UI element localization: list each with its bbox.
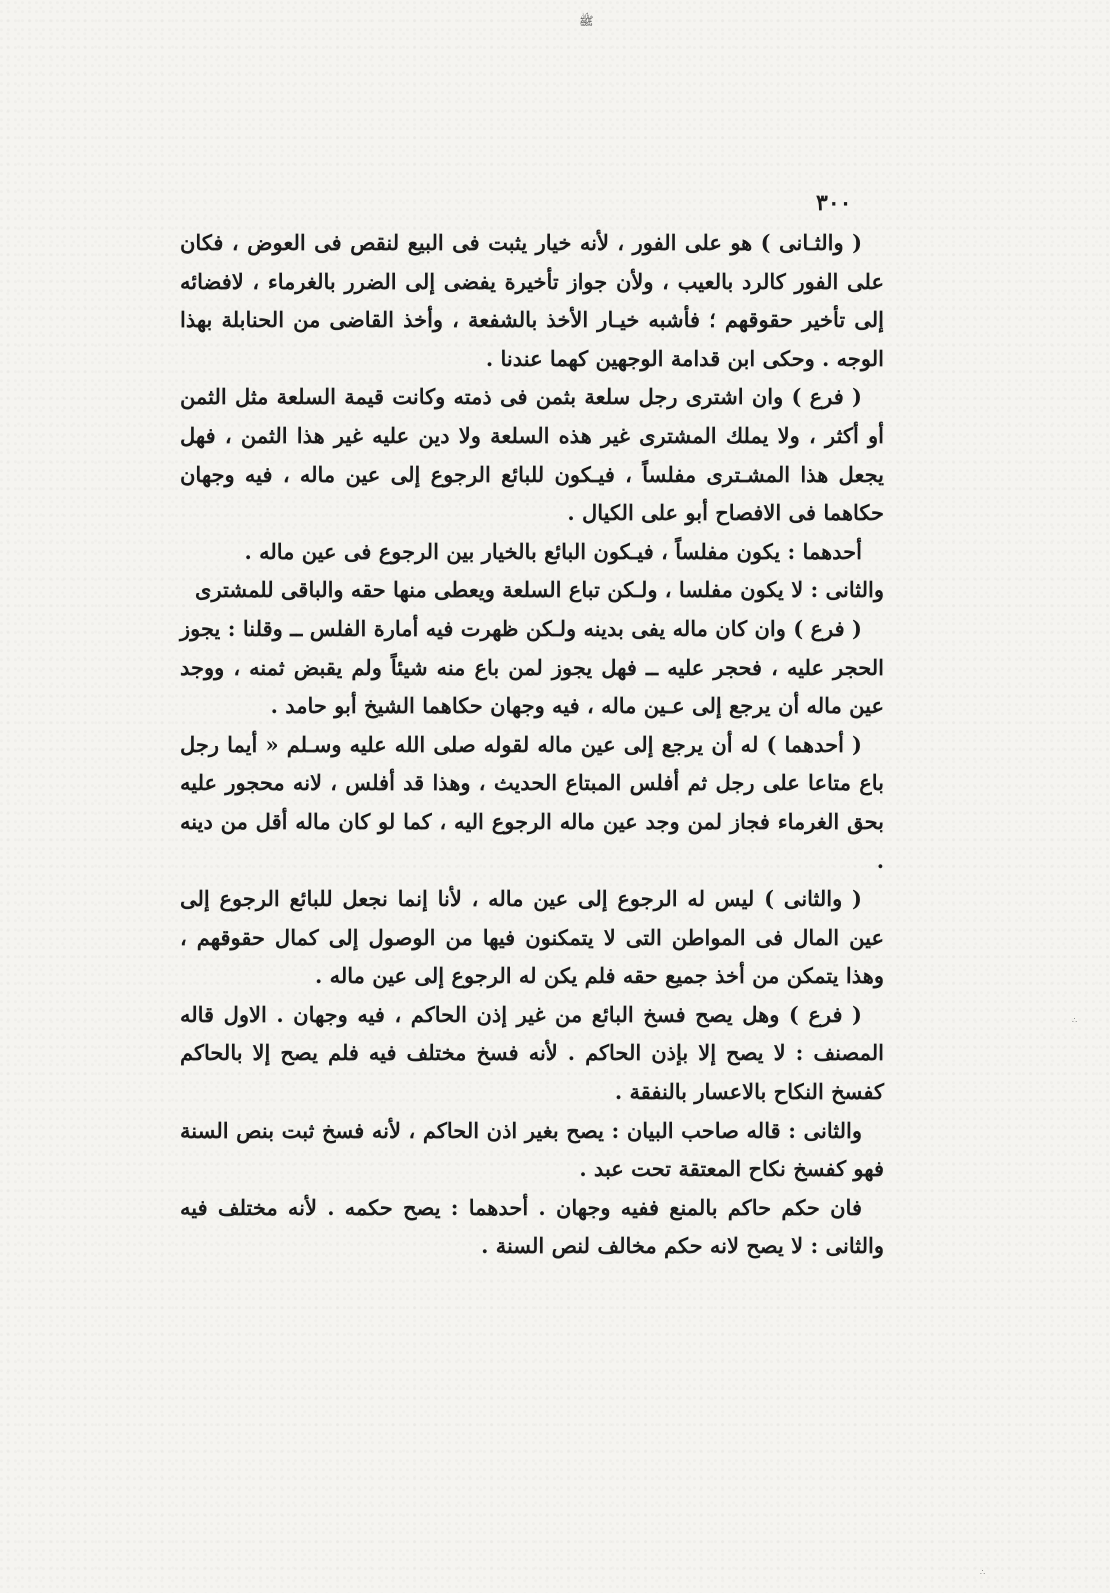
paragraph-8: ( فرع ) وهل يصح فسخ البائع من غير إذن الحاكم ، فيه وجهان . الاول قاله المصنف : لا يصح إلا بإذن الحاكم . لأنه فسخ مختلف فيه فلم يصح إلا بالحاكم كفسخ النكاح بالاعسار بالنفقة . bbox=[180, 1001, 884, 1105]
body-text bbox=[180, 224, 884, 1266]
scan-speck: ∴ bbox=[980, 1568, 986, 1577]
page-number: ٣٠٠ bbox=[816, 190, 852, 216]
paragraph-6: ( أحدهما ) له أن يرجع إلى عين ماله لقوله صلى الله عليه وسـلم « أيما رجل باع متاعا على رجل ثم أفلس المبتاع الحديث ، وهذا قد أفلس ، لانه محجور عليه بحق الغرماء فجاز لمن وجد عين ماله الرجوع اليه ، كما لو كان ماله أقل من دينه . bbox=[180, 731, 884, 873]
paragraph-4: والثانى : لا يكون مفلسا ، ولـكن تباع السلعة ويعطى منها حقه والباقى للمشترى bbox=[195, 577, 884, 603]
paragraph-9: والثانى : قاله صاحب البيان : يصح بغير اذن الحاكم ، لأنه فسخ ثبت بنص السنة فهو كفسخ نكاح المعتقة تحت عبد . bbox=[180, 1117, 884, 1182]
paragraph-5: ( فرع ) وان كان ماله يفى بدينه ولـكن ظهرت فيه أمارة الفلس ــ وقلنا : يجوز الحجر عليه ، فحجر عليه ــ فهل يجوز لمن باع منه شيئاً ولم يقبض ثمنه ، ووجد عين ماله أن يرجع إلى عـين ماله ، فيه وجهان حكاهما الشيخ أبو حامد . bbox=[180, 615, 884, 719]
paragraph-10: فان حكم حاكم بالمنع ففيه وجهان . أحدهما : يصح حكمه . لأنه مختلف فيه والثانى : لا يصح لانه حكم مخالف لنص السنة . bbox=[180, 1194, 884, 1259]
paragraph-1: ( والثـانى ) هو على الفور ، لأنه خيار يثبت فى البيع لنقص فى العوض ، فكان على الفور كالرد بالعيب ، ولأن جواز تأخيرة يفضى إلى الضرر بالغرماء ، لافضائه إلى تأخير حقوقهم ؛ فأشبه خيـار الأخذ بالشفعة ، وأخذ القاضى من الحنابلة بهذا الوجه . وحكى ابن قدامة الوجهين كهما عندنا . bbox=[180, 230, 884, 371]
top-ornament: ﷺ bbox=[579, 14, 594, 28]
paragraph-2: ( فرع ) وان اشترى رجل سلعة بثمن فى ذمته وكانت قيمة السلعة مثل الثمن أو أكثر ، ولا يملك المشترى غير هذه السلعة ولا دين عليه غير هذا الثمن ، فهل يجعل هذا المشـترى مفلساً ، فيـكون للبائع الرجوع إلى عين ماله ، فيه وجهان حكاهما فى الافصاح أبو على الكيال . bbox=[180, 384, 884, 526]
paragraph-7: ( والثانى ) ليس له الرجوع إلى عين ماله ، لأنا إنما نجعل للبائع الرجوع إلى عين المال فى المواطن التى لا يتمكنون فيها من الوصول إلى كمال حقوقهم ، وهذا يتمكن من أخذ جميع حقه فلم يكن له الرجوع إلى عين ماله . bbox=[180, 886, 884, 989]
paragraph-3: أحدهما : يكون مفلساً ، فيـكون البائع بالخيار بين الرجوع فى عين ماله . bbox=[244, 538, 862, 564]
scan-speck: ∴ bbox=[1072, 1016, 1078, 1025]
